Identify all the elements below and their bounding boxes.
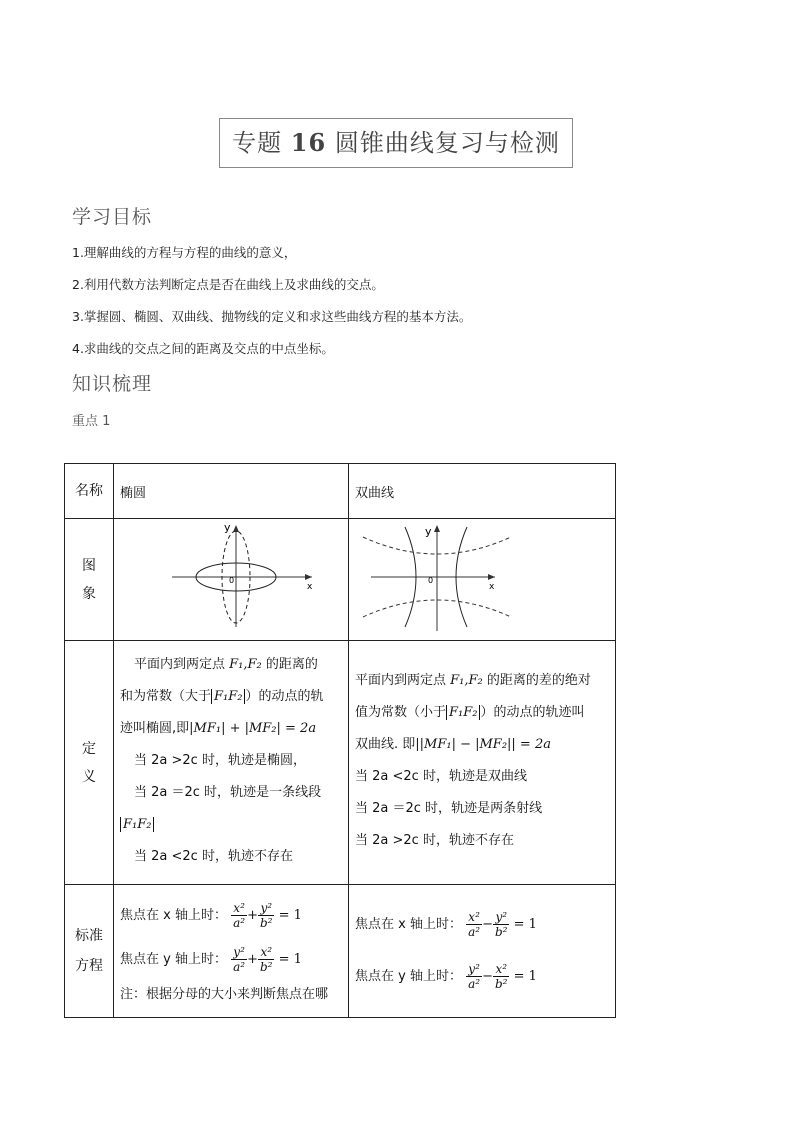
origin-label: 0 [428, 576, 434, 585]
ellipse-graph [114, 519, 347, 636]
label-image: 图象 [65, 519, 114, 641]
conic-comparison-table [64, 463, 616, 1018]
y-axis-arrow [233, 525, 239, 532]
row-standard-equation [65, 885, 616, 1018]
hyperbola-standard-equation [349, 885, 616, 1018]
hyperbola-definition: 平面内到两定点 F₁,F₂ 的距离的差的绝对 值为常数（小于 F₁F₂ ）的动点的轨迹叫 双曲线. 即||MF₁| − |MF₂|| = 2a 当 2a <2c 时，轨迹是双曲线 当 2a ＝2c 时，轨迹是两条射线 当 2a >2c 时，轨迹不存在 [349, 641, 616, 885]
y-axis-label: y [425, 525, 432, 538]
row-name [65, 464, 616, 519]
row-definition [65, 641, 616, 885]
doc-title [219, 118, 573, 168]
ellipse-eq-y: 焦点在 y 轴上时： $\frac{\text{y²}}{\text{a²}}$ + $\frac{\text{x²}}{\text{b²}}$ = 1 [120, 945, 302, 974]
label-standard-equation: 标准方程 [65, 885, 114, 1018]
x-axis-label: x [489, 582, 495, 592]
doc-title-suffix: 圆锥曲线复习与检测 [334, 129, 560, 157]
origin-label: 0 [229, 576, 235, 585]
hyperbola-name: 双曲线 [349, 464, 616, 519]
ellipse-graph-cell [114, 519, 349, 641]
hyperbola-eq-y: 焦点在 y 轴上时： $\frac{\text{y²}}{\text{a²}}$ − $\frac{\text{x²}}{\text{b²}}$ = 1 [355, 962, 537, 991]
label-definition: 定义 [65, 641, 114, 885]
doc-title-number: 16 [290, 128, 327, 157]
hyperbola-graph-cell [349, 519, 616, 641]
objective-item: 2.利用代数方法判断定点是否在曲线上及求曲线的交点。 [72, 277, 384, 292]
label-name: 名称 [65, 464, 114, 519]
objectives-heading: 学习目标 [72, 206, 153, 228]
objective-item: 3.掌握圆、椭圆、双曲线、抛物线的定义和求这些曲线方程的基本方法。 [72, 309, 472, 324]
knowledge-heading: 知识梳理 [72, 373, 153, 395]
x-axis-arrow [488, 574, 495, 580]
x-axis-label: x [307, 582, 313, 592]
key-point-label: 重点 1 [72, 414, 111, 429]
hyperbola-eq-x: 焦点在 x 轴上时： $\frac{\text{x²}}{\text{a²}}$ − $\frac{\text{y²}}{\text{b²}}$ = 1 [355, 910, 537, 939]
ellipse-definition: 平面内到两定点 F₁,F₂ 的距离的 和为常数（大于 F₁F₂ ）的动点的轨 迹叫椭圆,即|MF₁| + |MF₂| = 2a 当 2a >2c 时，轨迹是椭圆， 当 2a ＝2c 时，轨迹是一条线段 F₁F₂ 当 2a <2c 时，轨迹不存在 [114, 641, 349, 885]
ellipse-eq-note: 注：根据分母的大小来判断焦点在哪 [120, 987, 329, 1002]
ellipse-standard-equation [114, 885, 349, 1018]
ellipse-eq-x: 焦点在 x 轴上时： $\frac{\text{x²}}{\text{a²}}$ + $\frac{\text{y²}}{\text{b²}}$ = 1 [120, 901, 302, 930]
y-axis-label: y [224, 521, 231, 534]
doc-title-prefix: 专题 [232, 129, 283, 157]
x-axis-arrow [305, 574, 312, 580]
y-axis-arrow [434, 525, 440, 532]
objective-item: 1.理解曲线的方程与方程的曲线的意义， [72, 245, 297, 260]
row-image [65, 519, 616, 641]
ellipse-name: 椭圆 [114, 464, 349, 519]
hyperbola-graph [349, 519, 614, 636]
objective-item: 4.求曲线的交点之间的距离及交点的中点坐标。 [72, 341, 334, 356]
